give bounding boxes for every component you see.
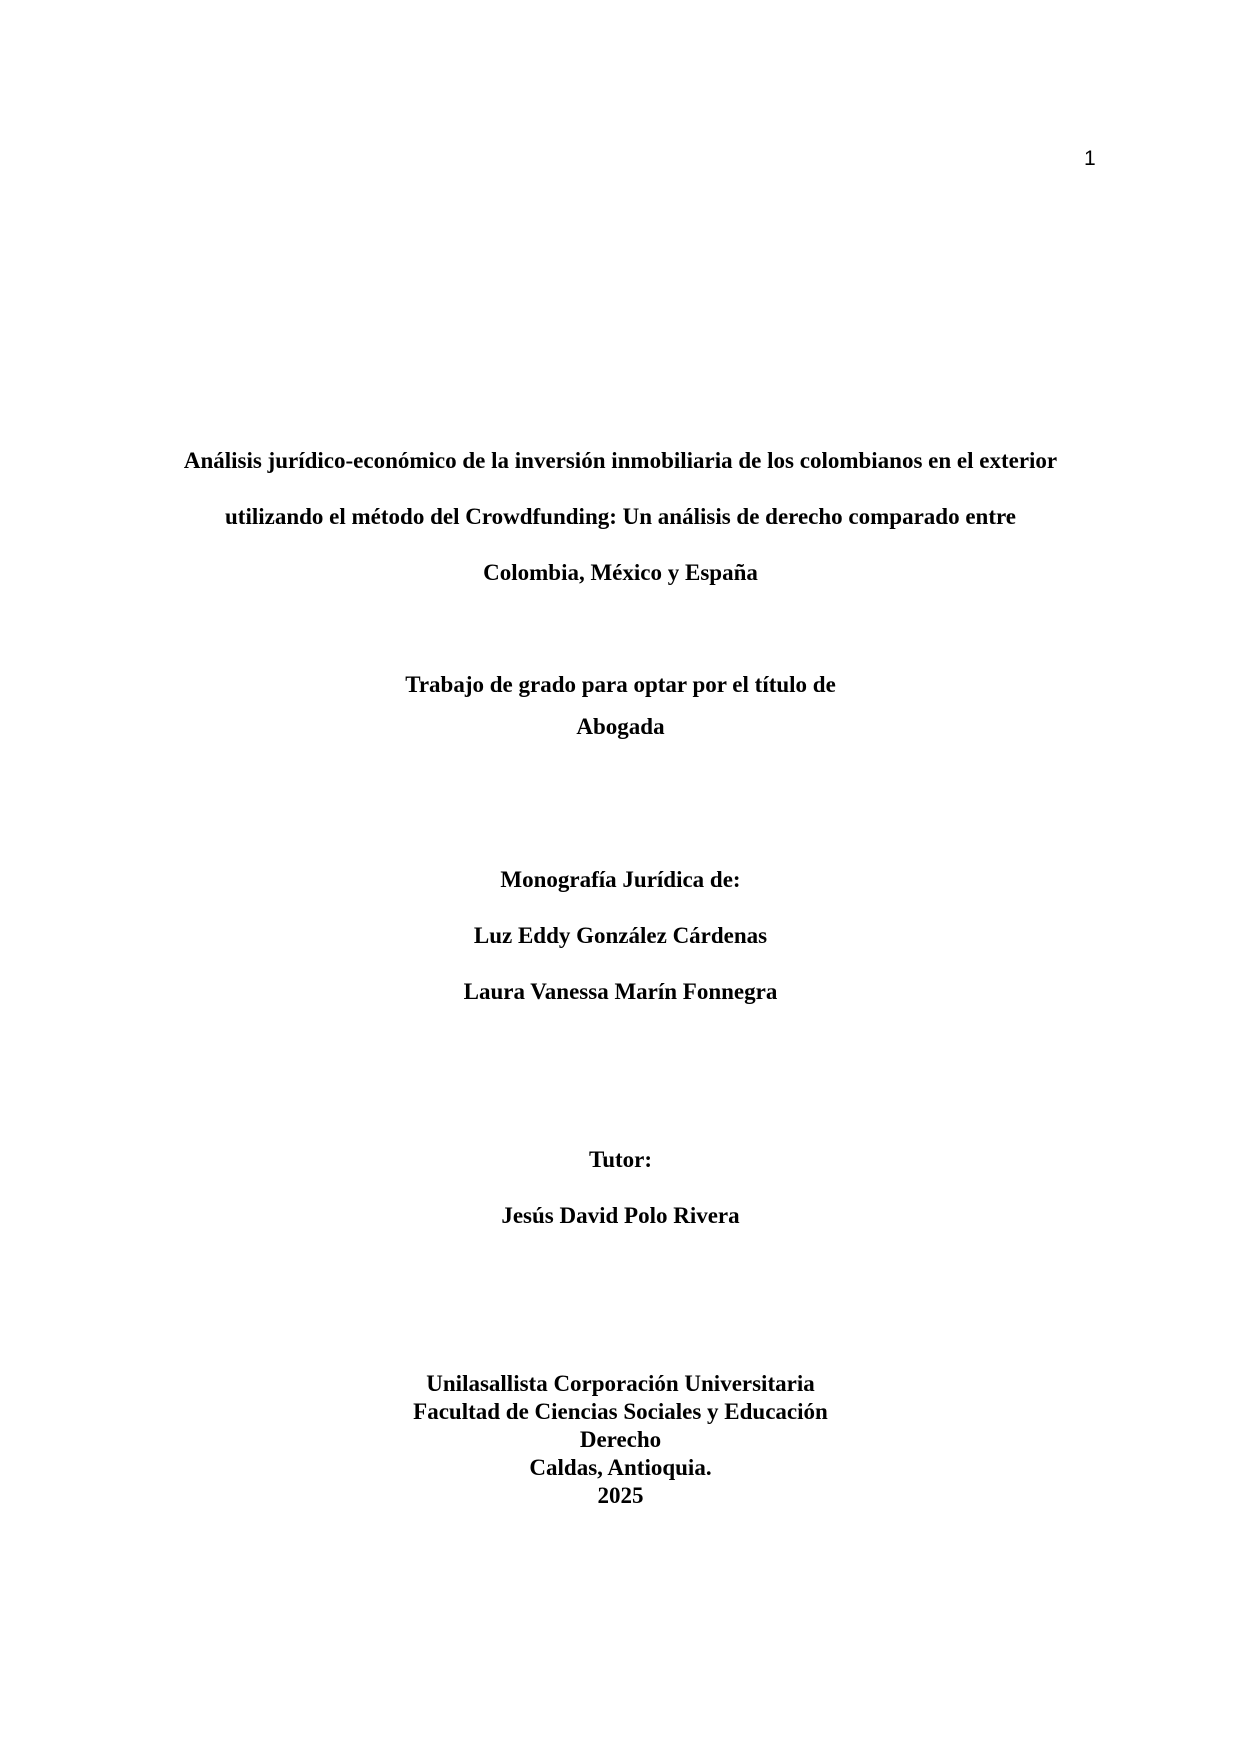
institution-name: Unilasallista Corporación Universitaria (426, 1371, 815, 1396)
institution-faculty: Facultad de Ciencias Sociales y Educación (413, 1399, 828, 1424)
tutor-label: Tutor: (588, 1147, 653, 1172)
institution-year: 2025 (597, 1483, 644, 1508)
title-line-2: utilizando el método del Crowdfunding: Un análisis de derecho comparado entre (225, 504, 1016, 529)
institution-location: Caldas, Antioquia. (529, 1455, 712, 1480)
page-number: 1 (1084, 147, 1096, 170)
title-line-3: Colombia, México y España (483, 560, 758, 585)
authors-label: Monografía Jurídica de: (500, 867, 741, 892)
author-name-1: Luz Eddy González Cárdenas (473, 923, 768, 948)
title-line-1: Análisis jurídico-económico de la inversión inmobiliaria de los colombianos en el exterior (183, 448, 1058, 473)
institution-program: Derecho (579, 1427, 662, 1452)
author-name-2: Laura Vanessa Marín Fonnegra (463, 979, 778, 1004)
degree-line-1: Trabajo de grado para optar por el título de (405, 672, 836, 697)
tutor-name: Jesús David Polo Rivera (501, 1203, 740, 1228)
degree-line-2: Abogada (576, 714, 665, 739)
